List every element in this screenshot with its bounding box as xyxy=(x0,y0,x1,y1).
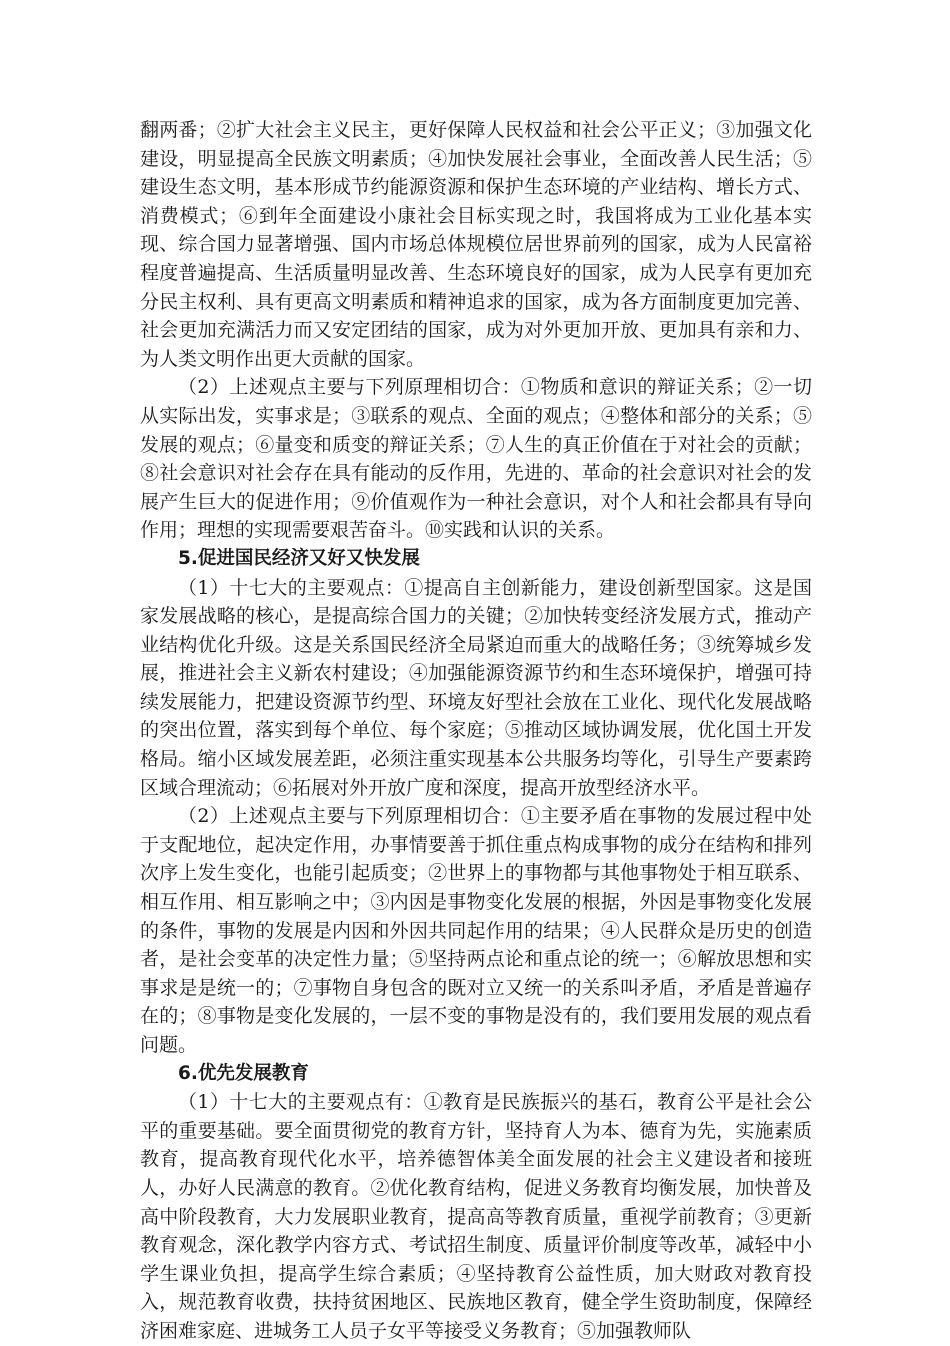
paragraph-principles-1: （2）上述观点主要与下列原理相切合：①物质和意识的辩证关系；②一切从实际出发，实事求是；③联系的观点、全面的观点；④整体和部分的关系；⑤发展的观点；⑥量变和质变的辩证关系；⑦人生的真正价值在于对社会的贡献；⑧社会意识对社会存在具有能动的反作用，先进的、革命的社会意识对社会的发展产生巨大的促进作用；⑨价值观作为一种社会意识，对个人和社会都具有导向作用；理想的实现需要艰苦奋斗。⑩实践和认识的关系。 xyxy=(140,376,812,542)
section-heading-6: 6.优先发展教育 xyxy=(178,1062,309,1084)
paragraph-principles-2: （2）上述观点主要与下列原理相切合：①主要矛盾在事物的发展过程中处于支配地位，起决定作用，办事情要善于抓住重点构成事物的成分在结构和排列次序上发生变化，也能引起质变；②世界上的事物都与其他事物处于相互联系、相互作用、相互影响之中；③内因是事物变化发展的根据，外因是事物变化发展的条件，事物的发展是内因和外因共同起作用的结果；④人民群众是历史的创造者，是社会变革的决定性力量；⑤坚持两点论和重点论的统一；⑥解放思想和实事求是是统一的；⑦事物自身包含的既对立又统一的关系叫矛盾，矛盾是普遍存在的；⑧事物是变化发展的，一层不变的事物是没有的，我们要用发展的观点看问题。 xyxy=(140,805,812,1056)
document-page xyxy=(140,116,812,1346)
paragraph-education-views: （1）十七大的主要观点有：①教育是民族振兴的基石，教育公平是社会公平的重要基础。要全面贯彻党的教育方针，坚持育人为本、德育为先，实施素质教育，提高教育现代化水平，培养德智体美全面发展的社会主义建设者和接班人，办好人民满意的教育。②优化教育结构，促进义务教育均衡发展，加快普及高中阶段教育，大力发展职业教育，提高高等教育质量，重视学前教育；③更新教育观念，深化教学内容方式、考试招生制度、质量评价制度等改革，减轻中小学生课业负担，提高学生综合素质；④坚持教育公益性质，加大财政对教育投入，规范教育收费，扶持贫困地区、民族地区教育，健全学生资助制度，保障经济困难家庭、进城务工人员子女平等接受义务教育；⑤加强教师队 xyxy=(140,1091,812,1342)
section-heading-5: 5.促进国民经济又好又快发展 xyxy=(178,547,420,569)
paragraph-continued: 翻两番；②扩大社会主义民主，更好保障人民权益和社会公平正义；③加强文化建设，明显提高全民族文明素质；④加快发展社会事业，全面改善人民生活；⑤建设生态文明，基本形成节约能源资源和保护生态环境的产业结构、增长方式、消费模式；⑥到年全面建设小康社会目标实现之时，我国将成为工业化基本实现、综合国力显著增强、国内市场总体规模位居世界前列的国家，成为人民富裕程度普遍提高、生活质量明显改善、生态环境良好的国家，成为人民享有更加充分民主权利、具有更高文明素质和精神追求的国家，成为各方面制度更加完善、社会更加充满活力而又安定团结的国家，成为对外更加开放、更加具有亲和力、为人类文明作出更大贡献的国家。 xyxy=(140,119,812,370)
paragraph-economy-views: （1）十七大的主要观点：①提高自主创新能力，建设创新型国家。这是国家发展战略的核心，是提高综合国力的关键；②加快转变经济发展方式，推动产业结构优化升级。这是关系国民经济全局紧迫而重大的战略任务；③统筹城乡发展，推进社会主义新农村建设；④加强能源资源节约和生态环境保护，增强可持续发展能力，把建设资源节约型、环境友好型社会放在工业化、现代化发展战略的突出位置，落实到每个单位、每个家庭；⑤推动区域协调发展，优化国土开发格局。缩小区域发展差距，必须注重实现基本公共服务均等化，引导生产要素跨区域合理流动；⑥拓展对外开放广度和深度，提高开放型经济水平。 xyxy=(140,576,812,799)
